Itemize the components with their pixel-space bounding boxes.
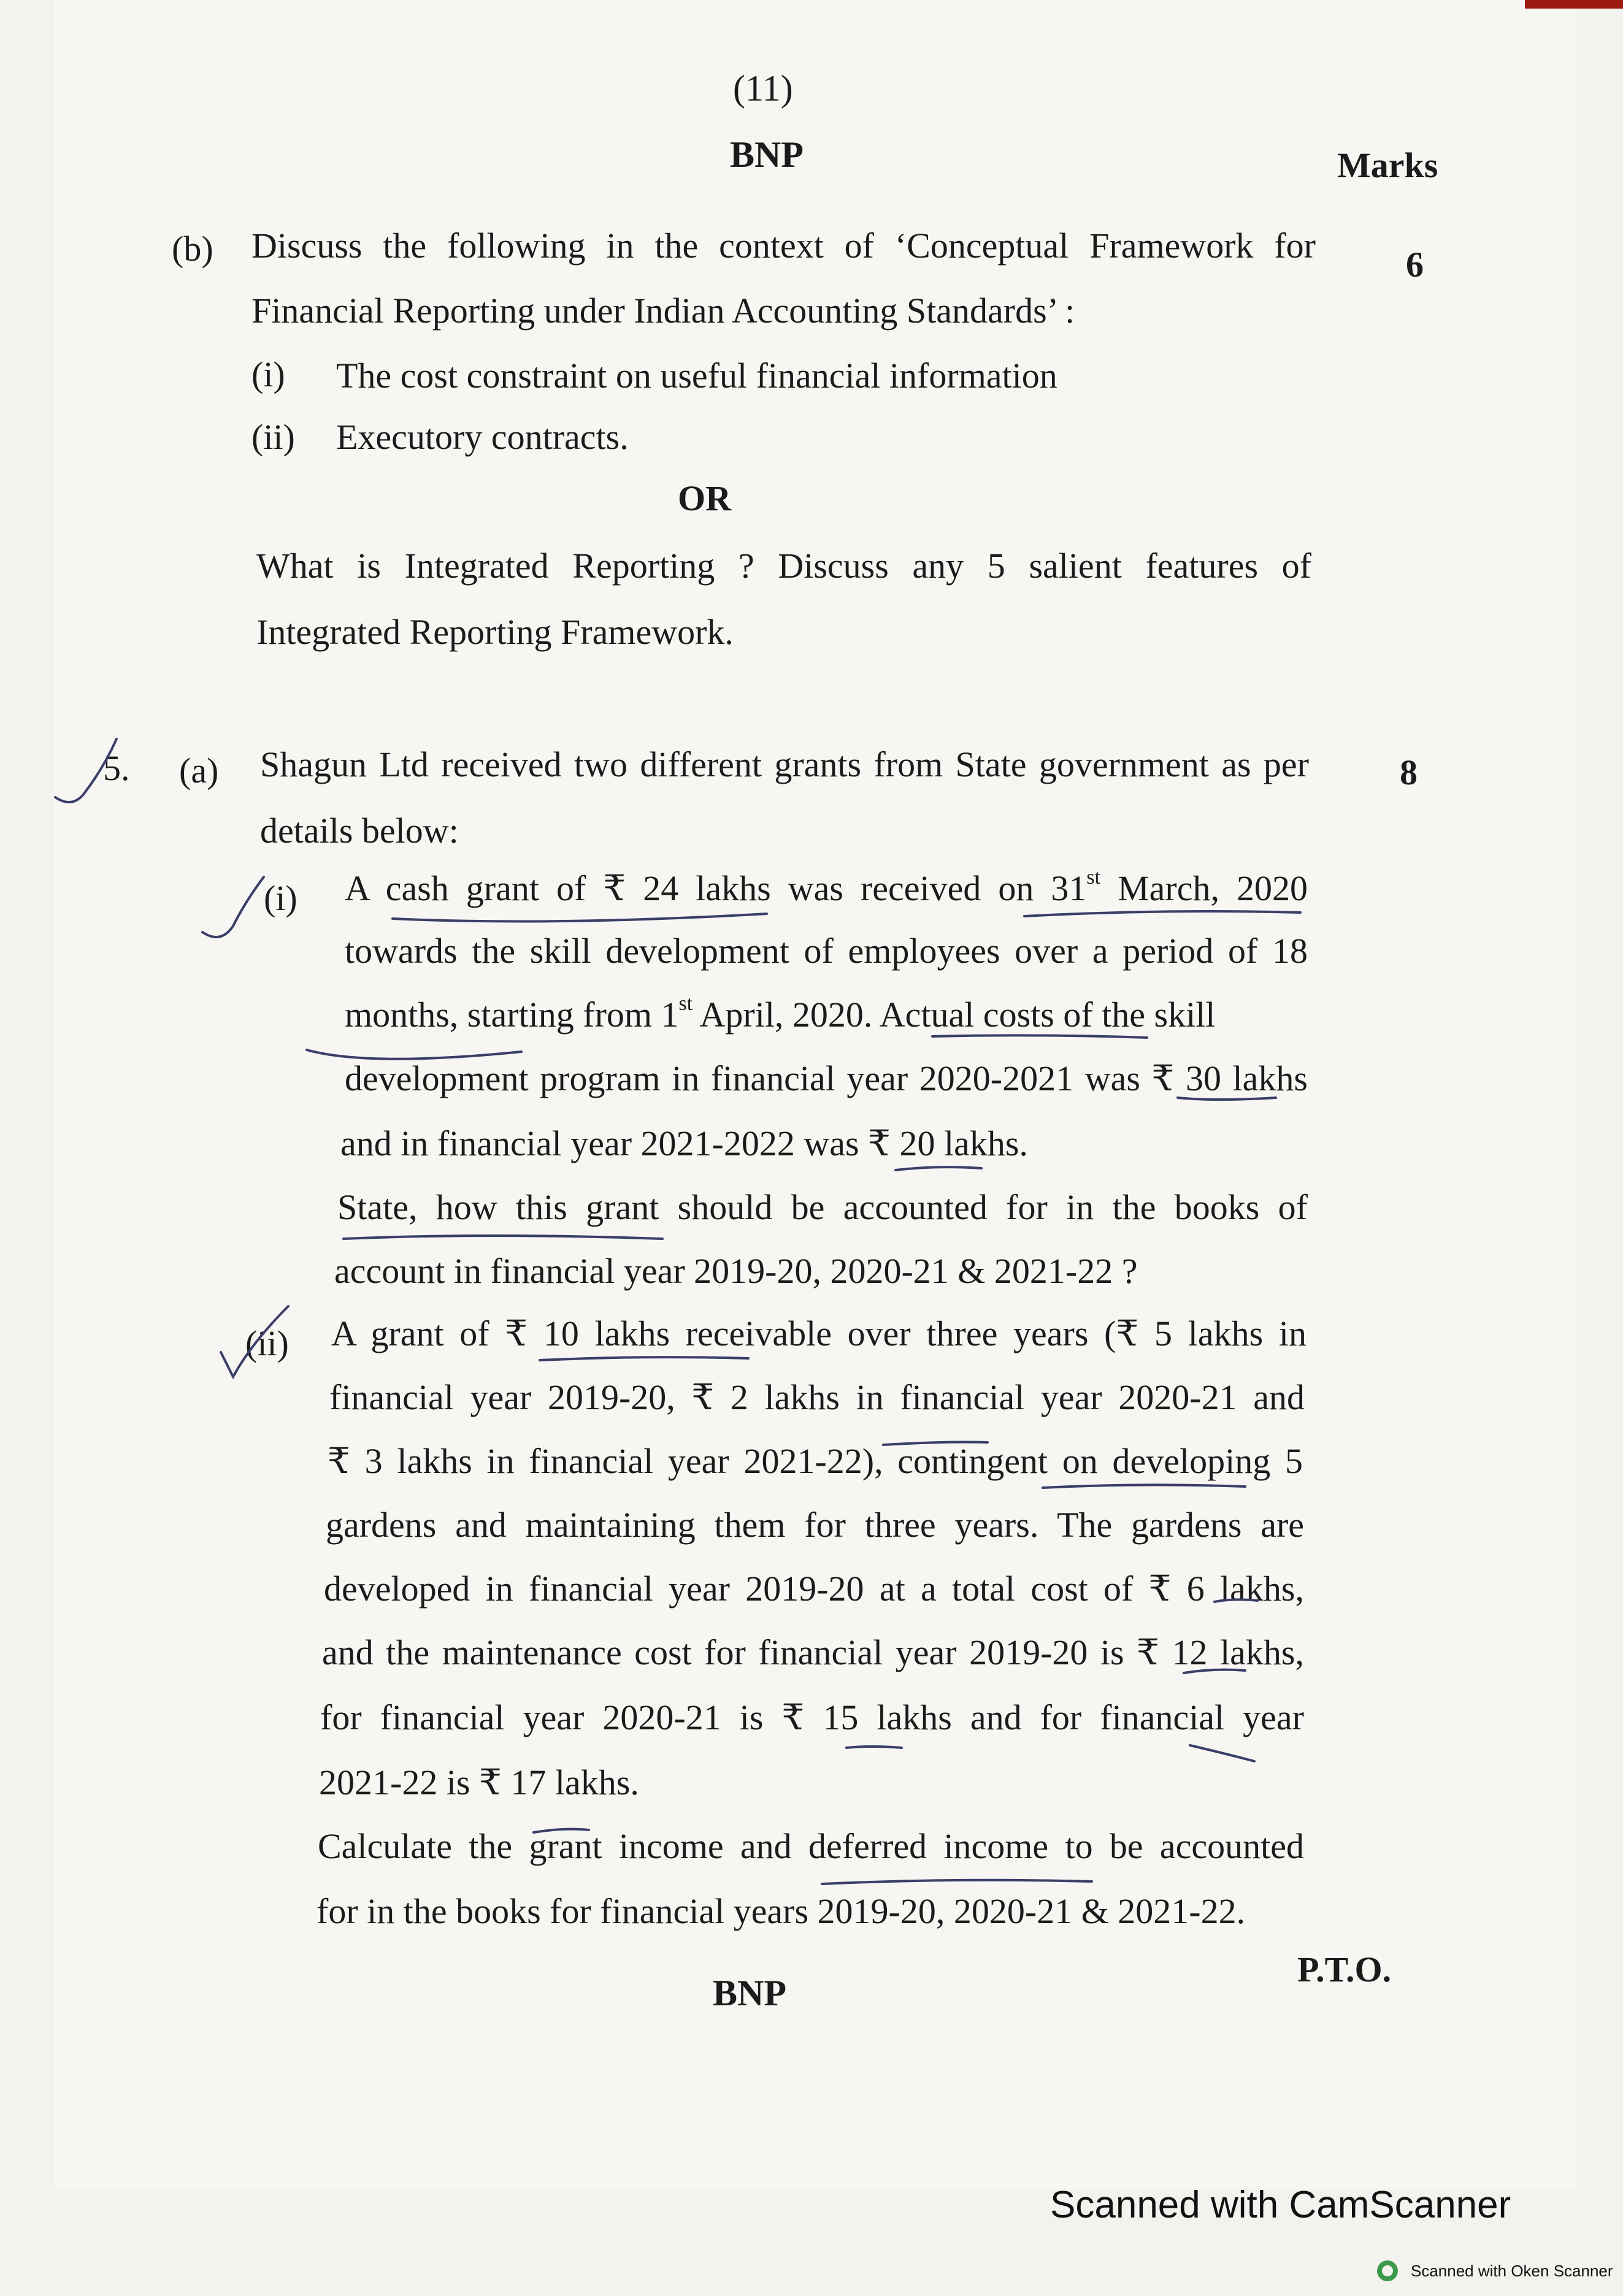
q5a-part-ii-line-6: and the maintenance cost for financial year 2019-20 is ₹ 12 lakhs, [322, 1632, 1304, 1672]
q5a-part-ii-line-9: Calculate the grant income and deferred income to be accounted [318, 1826, 1304, 1866]
q4b-item-ii-label: (ii) [251, 417, 295, 457]
q4b-label: (b) [172, 229, 213, 269]
q5a-intro-line-1: Shagun Ltd received two different grants from State government as per [260, 744, 1309, 784]
q5a-part-i-line-4: development program in financial year 2020-2021 was ₹ 30 lakhs [345, 1058, 1308, 1098]
q5a-part-i-label: (i) [264, 878, 297, 918]
q4b-item-ii-text: Executory contracts. [336, 417, 629, 457]
q4b-item-i-text: The cost constraint on useful financial information [336, 356, 1057, 396]
q5a-intro-line-2: details below: [260, 811, 459, 851]
q5a-part-ii-label: (ii) [245, 1323, 289, 1363]
camscanner-watermark: Scanned with CamScanner [1050, 2184, 1511, 2226]
q4b-line-1: Discuss the following in the context of ‘Conceptual Framework for [251, 226, 1316, 266]
q5a-part-ii-line-8: 2021-22 is ₹ 17 lakhs. [319, 1762, 639, 1802]
paper-code-bottom: BNP [713, 1973, 786, 2013]
q5a-part-i-line-2: towards the skill development of employees over a period of 18 [345, 931, 1308, 971]
q5a-part-i-line-6: State, how this grant should be accounted for in the books of [337, 1187, 1308, 1227]
checkmark-q5 [55, 739, 117, 802]
q5a-part-ii-line-7: for financial year 2020-21 is ₹ 15 lakhs and for financial year [320, 1697, 1304, 1737]
checkmark-part-ii [221, 1306, 288, 1377]
q5a-part-i-line-3: months, starting from 1st April, 2020. Actual costs of the skill [345, 992, 1216, 1035]
q5a-part-ii-line-1: A grant of ₹ 10 lakhs receivable over three years (₹ 5 lakhs in [331, 1314, 1306, 1353]
q5a-part-i-line-5: and in financial year 2021-2022 was ₹ 20 lakhs. [340, 1123, 1028, 1163]
q4b-alt-line-1: What is Integrated Reporting ? Discuss any 5 salient features of [256, 546, 1311, 586]
q5a-marks: 8 [1400, 752, 1418, 792]
q5a-label: (a) [179, 751, 219, 790]
q4b-item-i-label: (i) [251, 354, 285, 394]
checkmark-part-i [202, 877, 264, 937]
q4b-marks: 6 [1406, 245, 1424, 285]
q5a-part-i-line-7: account in financial year 2019-20, 2020-21 & 2021-22 ? [334, 1251, 1138, 1291]
q5-number: 5. [103, 748, 130, 788]
q5a-part-ii-line-5: developed in financial year 2019-20 at a total cost of ₹ 6 lakhs, [324, 1569, 1304, 1609]
oken-scanner-watermark: Scanned with Oken Scanner [1411, 2262, 1613, 2280]
q5a-part-i-line-1: A cash grant of ₹ 24 lakhs was received on 31st March, 2020 [345, 866, 1308, 908]
q4b-alt-line-2: Integrated Reporting Framework. [256, 612, 734, 652]
q4b-line-2: Financial Reporting under Indian Accounting Standards’ : [251, 291, 1075, 331]
marks-heading: Marks [1337, 145, 1438, 185]
q5a-part-ii-line-10: for in the books for financial years 2019-20, 2020-21 & 2021-22. [317, 1891, 1246, 1931]
pto-label: P.T.O. [1297, 1950, 1392, 1989]
page-number: (11) [733, 68, 793, 109]
q5a-part-ii-line-3: ₹ 3 lakhs in financial year 2021-22), contingent on developing 5 [328, 1441, 1303, 1481]
q5a-part-ii-line-2: financial year 2019-20, ₹ 2 lakhs in financial year 2020-21 and [329, 1377, 1305, 1417]
q5a-part-ii-line-4: gardens and maintaining them for three years. The gardens are [326, 1505, 1304, 1545]
paper-code-top: BNP [730, 134, 804, 175]
or-separator: OR [678, 478, 731, 518]
